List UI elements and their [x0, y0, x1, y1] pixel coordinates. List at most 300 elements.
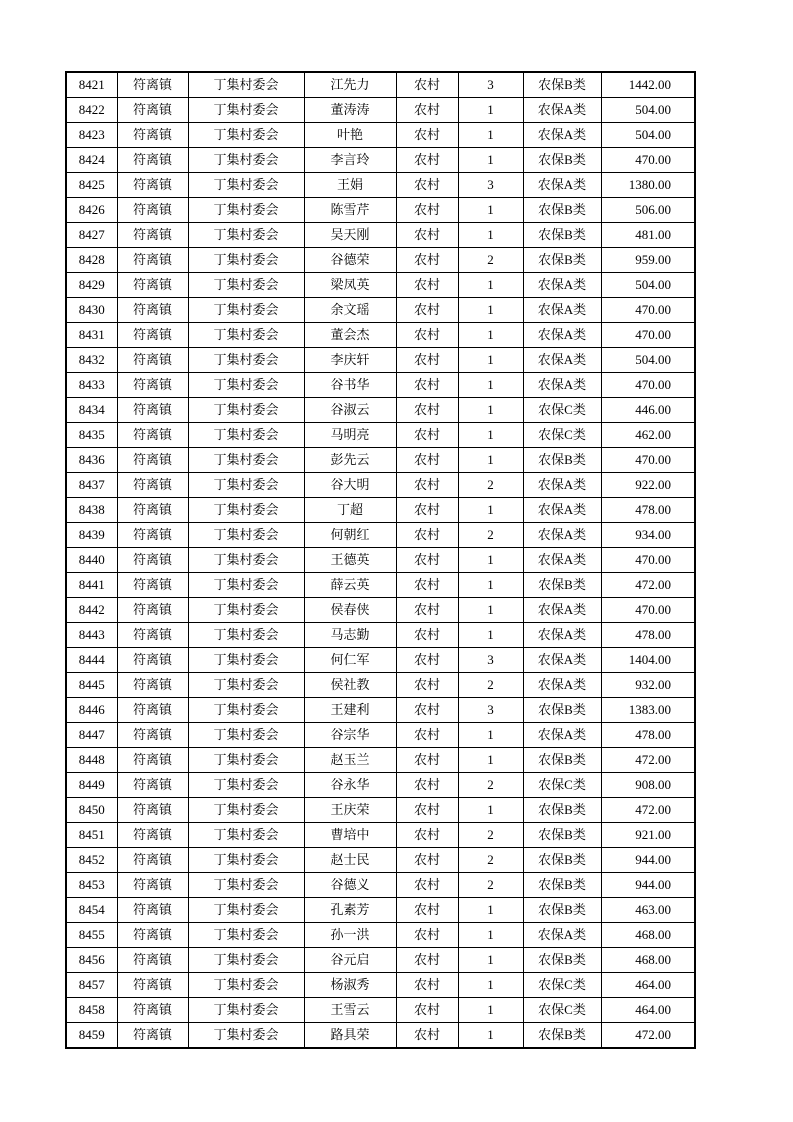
cell-seq: 8449: [66, 773, 117, 798]
cell-amount: 470.00: [601, 373, 695, 398]
cell-count: 1: [458, 1023, 523, 1049]
cell-seq: 8434: [66, 398, 117, 423]
cell-village: 丁集村委会: [188, 848, 304, 873]
cell-seq: 8458: [66, 998, 117, 1023]
table-row: [66, 748, 695, 773]
cell-name: 侯春侠: [304, 598, 396, 623]
cell-type: 农保C类: [523, 773, 601, 798]
cell-town: 符离镇: [117, 923, 188, 948]
table-row: [66, 72, 695, 98]
cell-town: 符离镇: [117, 123, 188, 148]
cell-count: 1: [458, 323, 523, 348]
cell-count: 3: [458, 648, 523, 673]
table-row: [66, 198, 695, 223]
cell-count: 1: [458, 598, 523, 623]
cell-type: 农保B类: [523, 798, 601, 823]
cell-village: 丁集村委会: [188, 673, 304, 698]
cell-name: 谷宗华: [304, 723, 396, 748]
cell-village: 丁集村委会: [188, 448, 304, 473]
cell-count: 2: [458, 523, 523, 548]
benefits-table: [65, 71, 696, 1049]
cell-amount: 462.00: [601, 423, 695, 448]
cell-town: 符离镇: [117, 898, 188, 923]
cell-count: 1: [458, 573, 523, 598]
table-row: [66, 548, 695, 573]
cell-residence: 农村: [396, 673, 458, 698]
cell-town: 符离镇: [117, 498, 188, 523]
cell-type: 农保B类: [523, 898, 601, 923]
cell-count: 1: [458, 348, 523, 373]
cell-type: 农保B类: [523, 198, 601, 223]
cell-name: 王娟: [304, 173, 396, 198]
cell-type: 农保B类: [523, 1023, 601, 1049]
cell-count: 1: [458, 548, 523, 573]
cell-count: 1: [458, 373, 523, 398]
cell-name: 杨淑秀: [304, 973, 396, 998]
table-row: [66, 473, 695, 498]
cell-count: 1: [458, 398, 523, 423]
cell-amount: 470.00: [601, 548, 695, 573]
cell-seq: 8431: [66, 323, 117, 348]
cell-type: 农保B类: [523, 848, 601, 873]
cell-village: 丁集村委会: [188, 223, 304, 248]
cell-residence: 农村: [396, 1023, 458, 1049]
cell-name: 孔素芳: [304, 898, 396, 923]
cell-town: 符离镇: [117, 548, 188, 573]
cell-count: 1: [458, 273, 523, 298]
table-row: [66, 648, 695, 673]
cell-village: 丁集村委会: [188, 898, 304, 923]
cell-amount: 504.00: [601, 123, 695, 148]
cell-count: 1: [458, 498, 523, 523]
cell-seq: 8429: [66, 273, 117, 298]
cell-amount: 468.00: [601, 923, 695, 948]
cell-seq: 8454: [66, 898, 117, 923]
cell-town: 符离镇: [117, 848, 188, 873]
cell-residence: 农村: [396, 998, 458, 1023]
cell-amount: 470.00: [601, 448, 695, 473]
cell-count: 1: [458, 948, 523, 973]
cell-seq: 8442: [66, 598, 117, 623]
cell-name: 李庆轩: [304, 348, 396, 373]
cell-amount: 464.00: [601, 973, 695, 998]
cell-residence: 农村: [396, 423, 458, 448]
cell-town: 符离镇: [117, 1023, 188, 1049]
cell-amount: 472.00: [601, 798, 695, 823]
cell-name: 谷德荣: [304, 248, 396, 273]
cell-residence: 农村: [396, 448, 458, 473]
table-body: [66, 72, 695, 1048]
cell-seq: 8428: [66, 248, 117, 273]
cell-residence: 农村: [396, 298, 458, 323]
cell-town: 符离镇: [117, 798, 188, 823]
cell-town: 符离镇: [117, 673, 188, 698]
cell-amount: 472.00: [601, 748, 695, 773]
cell-town: 符离镇: [117, 998, 188, 1023]
cell-residence: 农村: [396, 873, 458, 898]
cell-village: 丁集村委会: [188, 923, 304, 948]
cell-amount: 921.00: [601, 823, 695, 848]
cell-type: 农保B类: [523, 698, 601, 723]
cell-count: 1: [458, 898, 523, 923]
cell-name: 谷德义: [304, 873, 396, 898]
table-row: [66, 298, 695, 323]
cell-village: 丁集村委会: [188, 348, 304, 373]
cell-village: 丁集村委会: [188, 998, 304, 1023]
cell-count: 1: [458, 748, 523, 773]
table-row: [66, 998, 695, 1023]
cell-village: 丁集村委会: [188, 798, 304, 823]
cell-name: 董涛涛: [304, 98, 396, 123]
cell-name: 曹培中: [304, 823, 396, 848]
cell-seq: 8422: [66, 98, 117, 123]
cell-type: 农保C类: [523, 423, 601, 448]
cell-village: 丁集村委会: [188, 523, 304, 548]
cell-residence: 农村: [396, 123, 458, 148]
cell-village: 丁集村委会: [188, 248, 304, 273]
cell-seq: 8433: [66, 373, 117, 398]
cell-count: 2: [458, 248, 523, 273]
cell-town: 符离镇: [117, 98, 188, 123]
cell-amount: 478.00: [601, 623, 695, 648]
cell-village: 丁集村委会: [188, 123, 304, 148]
cell-town: 符离镇: [117, 373, 188, 398]
cell-residence: 农村: [396, 648, 458, 673]
cell-village: 丁集村委会: [188, 373, 304, 398]
table-row: [66, 898, 695, 923]
cell-town: 符离镇: [117, 248, 188, 273]
cell-type: 农保A类: [523, 473, 601, 498]
cell-seq: 8440: [66, 548, 117, 573]
cell-village: 丁集村委会: [188, 948, 304, 973]
cell-residence: 农村: [396, 198, 458, 223]
cell-town: 符离镇: [117, 423, 188, 448]
cell-amount: 944.00: [601, 848, 695, 873]
cell-count: 1: [458, 223, 523, 248]
cell-seq: 8452: [66, 848, 117, 873]
cell-amount: 468.00: [601, 948, 695, 973]
cell-name: 赵士民: [304, 848, 396, 873]
cell-type: 农保A类: [523, 273, 601, 298]
table-row: [66, 173, 695, 198]
table-row: [66, 498, 695, 523]
cell-count: 2: [458, 773, 523, 798]
cell-count: 1: [458, 123, 523, 148]
cell-type: 农保B类: [523, 148, 601, 173]
table-row: [66, 873, 695, 898]
cell-amount: 1404.00: [601, 648, 695, 673]
cell-type: 农保C类: [523, 998, 601, 1023]
cell-count: 2: [458, 848, 523, 873]
cell-seq: 8421: [66, 72, 117, 98]
cell-residence: 农村: [396, 173, 458, 198]
cell-seq: 8453: [66, 873, 117, 898]
cell-type: 农保A类: [523, 323, 601, 348]
table-row: [66, 1023, 695, 1049]
cell-type: 农保A类: [523, 923, 601, 948]
cell-count: 1: [458, 623, 523, 648]
cell-count: 1: [458, 973, 523, 998]
cell-name: 谷永华: [304, 773, 396, 798]
cell-town: 符离镇: [117, 448, 188, 473]
cell-residence: 农村: [396, 698, 458, 723]
cell-residence: 农村: [396, 98, 458, 123]
cell-seq: 8436: [66, 448, 117, 473]
cell-residence: 农村: [396, 323, 458, 348]
cell-type: 农保A类: [523, 598, 601, 623]
cell-village: 丁集村委会: [188, 423, 304, 448]
cell-name: 孙一洪: [304, 923, 396, 948]
cell-count: 3: [458, 72, 523, 98]
cell-seq: 8447: [66, 723, 117, 748]
cell-residence: 农村: [396, 498, 458, 523]
cell-amount: 463.00: [601, 898, 695, 923]
cell-amount: 472.00: [601, 1023, 695, 1049]
cell-seq: 8437: [66, 473, 117, 498]
cell-type: 农保A类: [523, 648, 601, 673]
cell-residence: 农村: [396, 948, 458, 973]
cell-residence: 农村: [396, 848, 458, 873]
cell-amount: 504.00: [601, 98, 695, 123]
table-row: [66, 598, 695, 623]
cell-town: 符离镇: [117, 148, 188, 173]
table-row: [66, 348, 695, 373]
table-row: [66, 148, 695, 173]
cell-amount: 470.00: [601, 598, 695, 623]
cell-village: 丁集村委会: [188, 623, 304, 648]
cell-amount: 470.00: [601, 298, 695, 323]
cell-count: 2: [458, 473, 523, 498]
cell-seq: 8451: [66, 823, 117, 848]
cell-residence: 农村: [396, 248, 458, 273]
cell-town: 符离镇: [117, 298, 188, 323]
cell-seq: 8459: [66, 1023, 117, 1049]
cell-village: 丁集村委会: [188, 823, 304, 848]
cell-type: 农保B类: [523, 248, 601, 273]
cell-seq: 8426: [66, 198, 117, 223]
cell-town: 符离镇: [117, 598, 188, 623]
cell-village: 丁集村委会: [188, 548, 304, 573]
table-row: [66, 773, 695, 798]
table-row: [66, 973, 695, 998]
cell-seq: 8457: [66, 973, 117, 998]
cell-name: 谷元启: [304, 948, 396, 973]
cell-seq: 8450: [66, 798, 117, 823]
cell-name: 王德英: [304, 548, 396, 573]
cell-name: 谷淑云: [304, 398, 396, 423]
cell-residence: 农村: [396, 823, 458, 848]
cell-amount: 481.00: [601, 223, 695, 248]
cell-count: 2: [458, 673, 523, 698]
cell-amount: 908.00: [601, 773, 695, 798]
cell-name: 丁超: [304, 498, 396, 523]
cell-type: 农保B类: [523, 223, 601, 248]
table-row: [66, 123, 695, 148]
cell-amount: 478.00: [601, 723, 695, 748]
cell-amount: 1442.00: [601, 72, 695, 98]
table-row: [66, 623, 695, 648]
table-row: [66, 948, 695, 973]
cell-name: 马志勤: [304, 623, 396, 648]
cell-type: 农保A类: [523, 673, 601, 698]
cell-town: 符离镇: [117, 823, 188, 848]
cell-residence: 农村: [396, 798, 458, 823]
cell-village: 丁集村委会: [188, 573, 304, 598]
cell-type: 农保B类: [523, 72, 601, 98]
table-row: [66, 698, 695, 723]
cell-name: 王建利: [304, 698, 396, 723]
cell-town: 符离镇: [117, 973, 188, 998]
cell-village: 丁集村委会: [188, 273, 304, 298]
cell-town: 符离镇: [117, 948, 188, 973]
cell-name: 赵玉兰: [304, 748, 396, 773]
cell-residence: 农村: [396, 373, 458, 398]
cell-seq: 8441: [66, 573, 117, 598]
cell-type: 农保A类: [523, 173, 601, 198]
cell-amount: 959.00: [601, 248, 695, 273]
cell-town: 符离镇: [117, 573, 188, 598]
cell-seq: 8438: [66, 498, 117, 523]
cell-village: 丁集村委会: [188, 1023, 304, 1049]
cell-count: 1: [458, 98, 523, 123]
cell-type: 农保A类: [523, 98, 601, 123]
cell-type: 农保A类: [523, 523, 601, 548]
cell-town: 符离镇: [117, 773, 188, 798]
cell-village: 丁集村委会: [188, 298, 304, 323]
cell-count: 1: [458, 148, 523, 173]
table-row: [66, 323, 695, 348]
cell-village: 丁集村委会: [188, 398, 304, 423]
cell-type: 农保C类: [523, 398, 601, 423]
cell-name: 董会杰: [304, 323, 396, 348]
cell-town: 符离镇: [117, 72, 188, 98]
cell-residence: 农村: [396, 598, 458, 623]
cell-type: 农保B类: [523, 823, 601, 848]
cell-amount: 470.00: [601, 148, 695, 173]
cell-village: 丁集村委会: [188, 698, 304, 723]
cell-seq: 8444: [66, 648, 117, 673]
cell-amount: 472.00: [601, 573, 695, 598]
cell-amount: 922.00: [601, 473, 695, 498]
cell-residence: 农村: [396, 398, 458, 423]
table-row: [66, 798, 695, 823]
cell-type: 农保B类: [523, 948, 601, 973]
cell-name: 谷书华: [304, 373, 396, 398]
cell-village: 丁集村委会: [188, 748, 304, 773]
cell-count: 3: [458, 698, 523, 723]
cell-town: 符离镇: [117, 323, 188, 348]
cell-village: 丁集村委会: [188, 598, 304, 623]
cell-residence: 农村: [396, 773, 458, 798]
cell-village: 丁集村委会: [188, 198, 304, 223]
cell-village: 丁集村委会: [188, 98, 304, 123]
cell-amount: 934.00: [601, 523, 695, 548]
cell-residence: 农村: [396, 573, 458, 598]
cell-seq: 8423: [66, 123, 117, 148]
cell-seq: 8455: [66, 923, 117, 948]
cell-seq: 8425: [66, 173, 117, 198]
cell-count: 1: [458, 298, 523, 323]
cell-residence: 农村: [396, 748, 458, 773]
cell-name: 彭先云: [304, 448, 396, 473]
cell-seq: 8443: [66, 623, 117, 648]
cell-town: 符离镇: [117, 648, 188, 673]
cell-residence: 农村: [396, 548, 458, 573]
cell-type: 农保A类: [523, 723, 601, 748]
cell-count: 1: [458, 723, 523, 748]
cell-amount: 446.00: [601, 398, 695, 423]
cell-town: 符离镇: [117, 873, 188, 898]
cell-seq: 8427: [66, 223, 117, 248]
cell-residence: 农村: [396, 223, 458, 248]
cell-residence: 农村: [396, 898, 458, 923]
cell-seq: 8435: [66, 423, 117, 448]
cell-town: 符离镇: [117, 223, 188, 248]
cell-name: 王雪云: [304, 998, 396, 1023]
cell-seq: 8439: [66, 523, 117, 548]
cell-type: 农保C类: [523, 973, 601, 998]
cell-count: 1: [458, 198, 523, 223]
cell-name: 侯社教: [304, 673, 396, 698]
cell-village: 丁集村委会: [188, 723, 304, 748]
cell-village: 丁集村委会: [188, 323, 304, 348]
cell-count: 2: [458, 823, 523, 848]
cell-residence: 农村: [396, 523, 458, 548]
cell-residence: 农村: [396, 723, 458, 748]
cell-amount: 1383.00: [601, 698, 695, 723]
cell-name: 陈雪芹: [304, 198, 396, 223]
cell-village: 丁集村委会: [188, 873, 304, 898]
cell-seq: 8424: [66, 148, 117, 173]
cell-amount: 470.00: [601, 323, 695, 348]
table-row: [66, 573, 695, 598]
table-row: [66, 448, 695, 473]
cell-type: 农保B类: [523, 573, 601, 598]
cell-name: 梁凤英: [304, 273, 396, 298]
cell-name: 余文瑶: [304, 298, 396, 323]
cell-residence: 农村: [396, 623, 458, 648]
cell-town: 符离镇: [117, 173, 188, 198]
table-row: [66, 223, 695, 248]
cell-type: 农保A类: [523, 298, 601, 323]
cell-name: 叶艳: [304, 123, 396, 148]
cell-name: 何朝红: [304, 523, 396, 548]
cell-amount: 506.00: [601, 198, 695, 223]
cell-amount: 932.00: [601, 673, 695, 698]
cell-type: 农保B类: [523, 448, 601, 473]
cell-seq: 8430: [66, 298, 117, 323]
cell-amount: 504.00: [601, 348, 695, 373]
cell-residence: 农村: [396, 923, 458, 948]
cell-residence: 农村: [396, 273, 458, 298]
cell-type: 农保A类: [523, 373, 601, 398]
cell-count: 1: [458, 923, 523, 948]
cell-amount: 504.00: [601, 273, 695, 298]
cell-town: 符离镇: [117, 398, 188, 423]
cell-name: 江先力: [304, 72, 396, 98]
cell-village: 丁集村委会: [188, 773, 304, 798]
table-row: [66, 523, 695, 548]
cell-count: 1: [458, 448, 523, 473]
cell-type: 农保A类: [523, 498, 601, 523]
table-row: [66, 398, 695, 423]
table-row: [66, 923, 695, 948]
cell-count: 1: [458, 998, 523, 1023]
cell-residence: 农村: [396, 473, 458, 498]
cell-type: 农保B类: [523, 873, 601, 898]
cell-town: 符离镇: [117, 473, 188, 498]
cell-name: 路具荣: [304, 1023, 396, 1049]
